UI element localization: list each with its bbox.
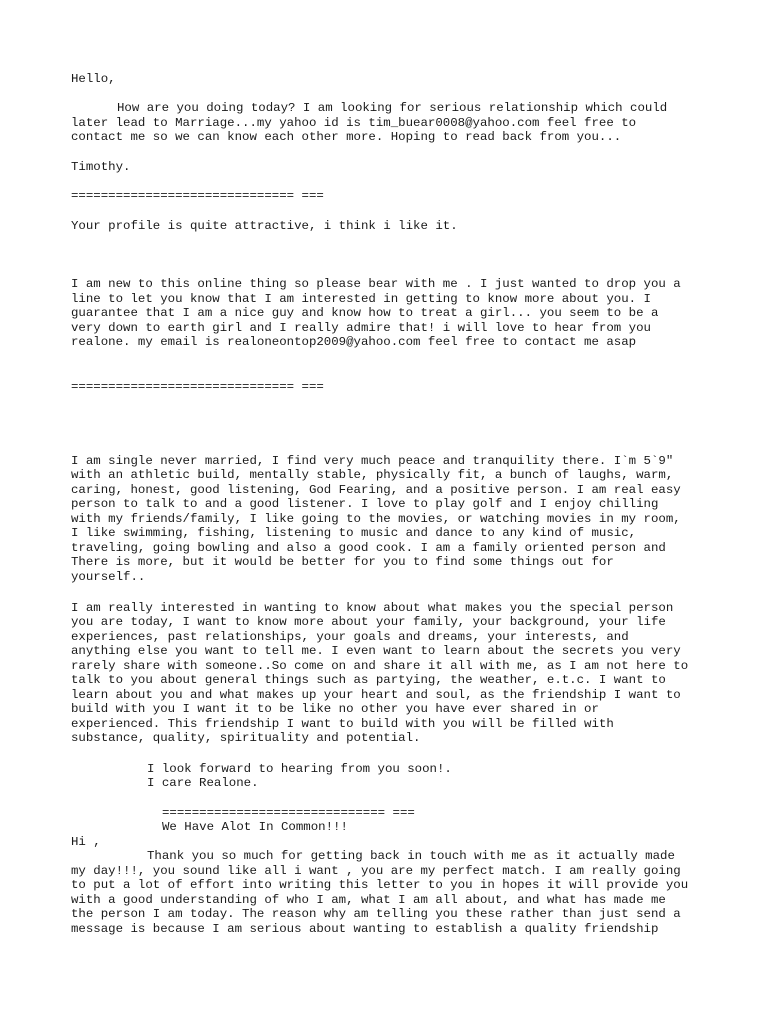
separator: ============================== ===: [71, 189, 324, 203]
signature-timothy: Timothy.: [71, 160, 131, 174]
paragraph-4-line: anything else you want to tell me. I even want to learn about the secrets you very: [71, 644, 681, 658]
paragraph-4-line: learn about you and what makes up your heart and soul, as the friendship I want to: [71, 688, 681, 702]
separator: ============================== ===: [71, 380, 324, 394]
paragraph-5-line: with a good understanding of who I am, what I am all about, and what has made me: [71, 893, 666, 907]
paragraph-2-line: very down to earth girl and I really admire that! i will love to hear from you: [71, 321, 651, 335]
paragraph-3-line: There is more, but it would be better for you to find some things out for: [71, 555, 614, 569]
paragraph-3-line: traveling, going bowling and also a good cook. I am a family oriented person and: [71, 541, 666, 555]
paragraph-3-line: with my friends/family, I like going to the movies, or watching movies in my room,: [71, 512, 681, 526]
paragraph-2-line: guarantee that I am a nice guy and know how to treat a girl... you seem to be a: [71, 306, 659, 320]
profile-line: Your profile is quite attractive, i think i like it.: [71, 219, 458, 233]
closing-signature: I care Realone.: [147, 776, 259, 790]
paragraph-4-line: experienced. This friendship I want to build with you will be filled with: [71, 717, 614, 731]
paragraph-3-line: I like swimming, fishing, listening to music and dance to any kind of music,: [71, 526, 637, 540]
paragraph-4-line: substance, quality, spirituality and potential.: [71, 731, 421, 745]
paragraph-4-line: experiences, past relationships, your goals and dreams, your interests, and: [71, 630, 629, 644]
paragraph-1-line: later lead to Marriage...my yahoo id is tim_buear0008@yahoo.com feel free to: [71, 116, 637, 130]
subject-line: We Have Alot In Common!!!: [162, 820, 348, 834]
paragraph-5-line: Thank you so much for getting back in touch with me as it actually made: [147, 849, 675, 863]
greeting-hi: Hi ,: [71, 835, 101, 849]
paragraph-2-line: I am new to this online thing so please bear with me . I just wanted to drop you a: [71, 277, 681, 291]
paragraph-1-line: contact me so we can know each other more. Hoping to read back from you...: [71, 130, 622, 144]
paragraph-5-line: my day!!!, you sound like all i want , you are my perfect match. I am really going: [71, 864, 681, 878]
paragraph-2-line: realone. my email is realoneontop2009@yahoo.com feel free to contact me asap: [71, 335, 637, 349]
paragraph-3-line: yourself..: [71, 570, 146, 584]
paragraph-5-line: the person I am today. The reason why am telling you these rather than just send a: [71, 907, 681, 921]
paragraph-5-line: message is because I am serious about wanting to establish a quality friendship: [71, 922, 659, 936]
paragraph-3-line: with an athletic build, mentally stable, physically fit, a bunch of laughs, warm,: [71, 468, 674, 482]
paragraph-4-line: rarely share with someone..So come on and share it all with me, as I am not here to: [71, 659, 689, 673]
paragraph-4-line: talk to you about general things such as partying, the weather, e.t.c. I want to: [71, 673, 666, 687]
paragraph-5-line: to put a lot of effort into writing this letter to you in hopes it will provide you: [71, 878, 689, 892]
paragraph-4-line: I am really interested in wanting to know about what makes you the special person: [71, 601, 674, 615]
separator: ============================== ===: [162, 806, 415, 820]
paragraph-3-line: I am single never married, I find very much peace and tranquility there. I`m 5`9": [71, 454, 674, 468]
paragraph-2-line: line to let you know that I am interested in getting to know more about you. I: [71, 292, 651, 306]
greeting: Hello,: [71, 72, 116, 86]
paragraph-3-line: caring, honest, good listening, God Fearing, and a positive person. I am real easy: [71, 483, 681, 497]
paragraph-4-line: build with you I want it to be like no other you have ever shared in or: [71, 702, 599, 716]
paragraph-3-line: person to talk to and a good listener. I love to play golf and I enjoy chilling: [71, 497, 659, 511]
paragraph-4-line: you are today, I want to know more about your family, your background, your life: [71, 615, 666, 629]
paragraph-1-line: How are you doing today? I am looking for serious relationship which could: [117, 101, 668, 115]
closing-line: I look forward to hearing from you soon!.: [147, 762, 452, 776]
